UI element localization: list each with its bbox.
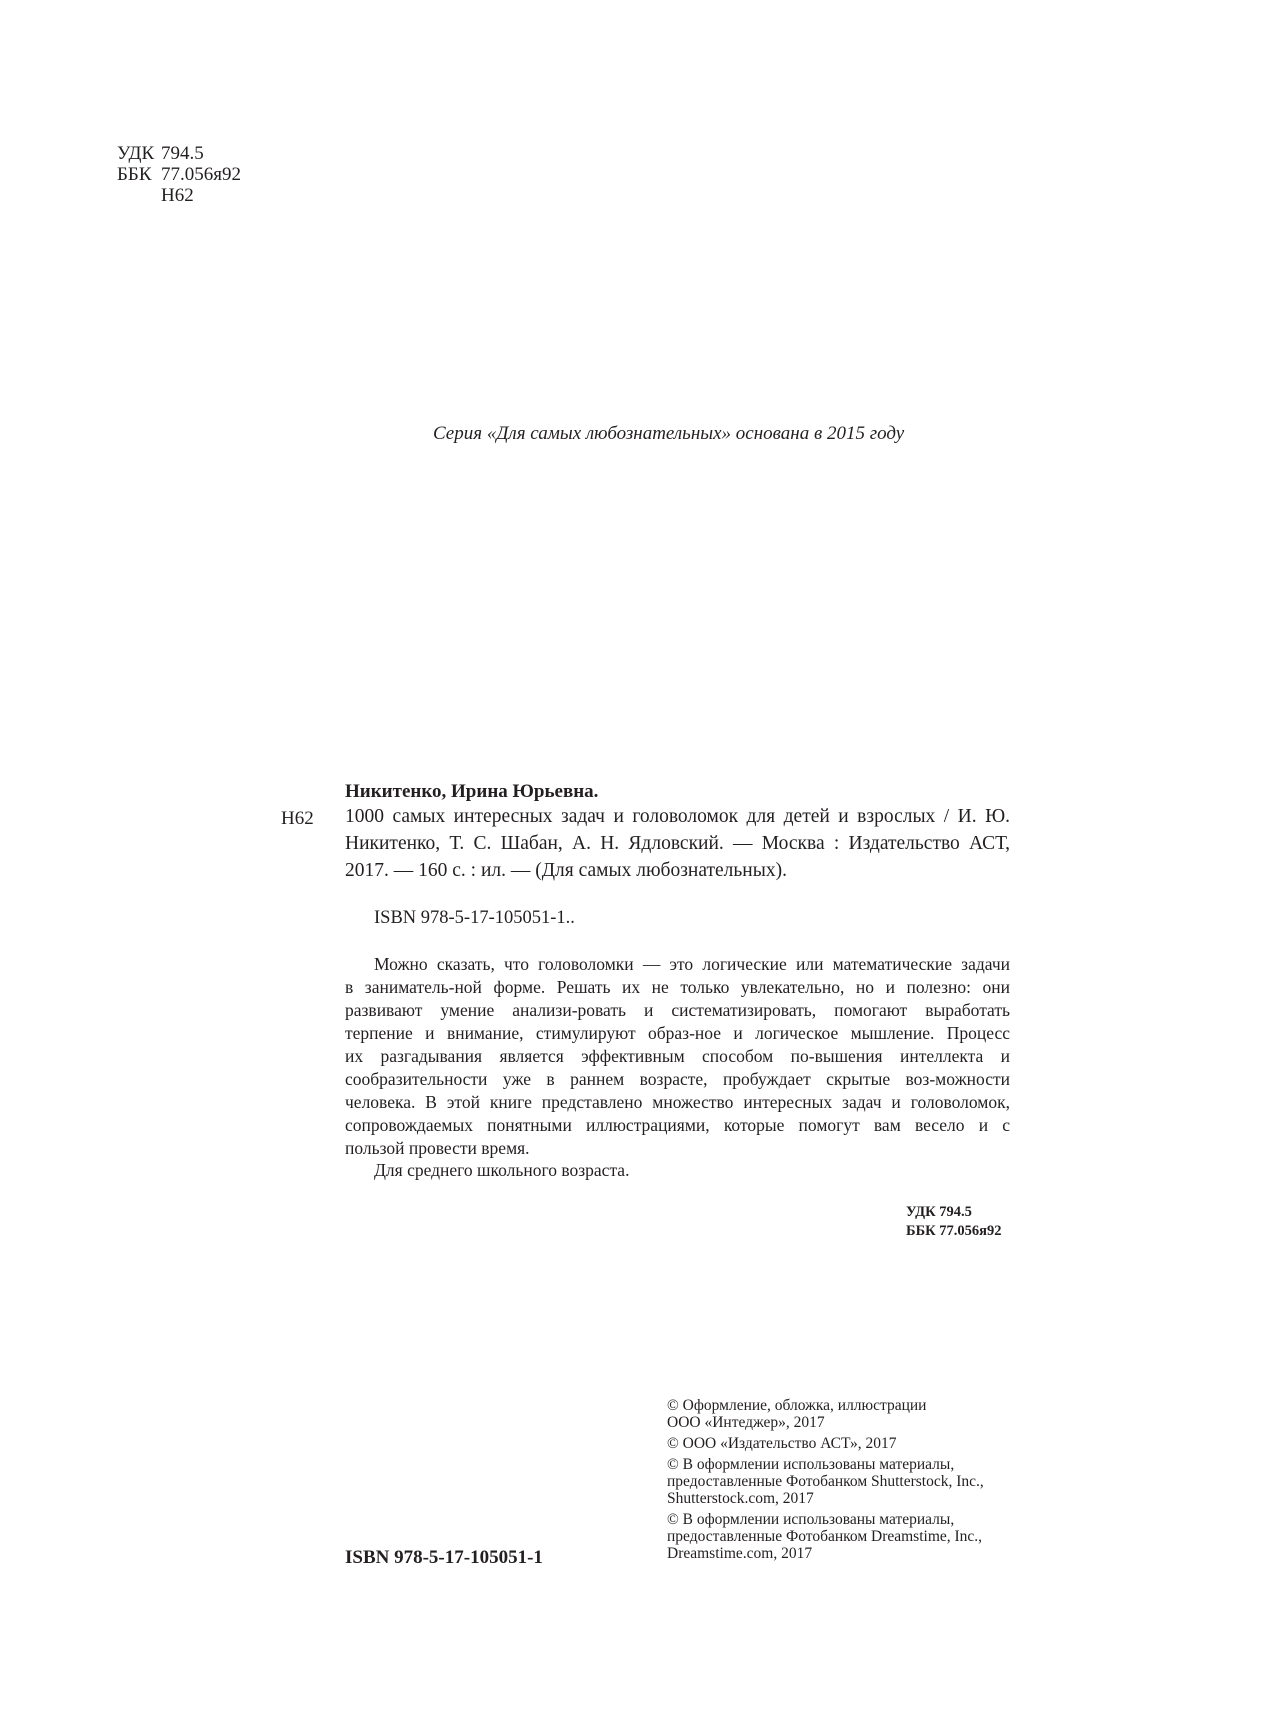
isbn-bottom: ISBN 978-5-17-105051-1 xyxy=(345,1547,543,1568)
bbk-row xyxy=(117,164,241,185)
classification-codes-top xyxy=(117,143,241,206)
classification-codes-bottom xyxy=(906,1203,1002,1241)
copyright-line: © ООО «Издательство АСТ», 2017 xyxy=(667,1435,897,1452)
copyright-line: Dreamstime.com, 2017 xyxy=(667,1545,813,1562)
copyright-block xyxy=(667,1397,984,1562)
copyright-entry xyxy=(667,1397,984,1431)
copyright-line: ООО «Интеджер», 2017 xyxy=(667,1414,825,1431)
abstract-line: сопровождаемых понятными иллюстрациями, которые помогут вам весело и с xyxy=(345,1115,1010,1135)
abstract-line: человека. В этой книге представлено множество интересных задач и головоломок, xyxy=(345,1092,1010,1112)
udk-label: УДК xyxy=(117,143,155,164)
age-note: Для среднего школьного возраста. xyxy=(374,1160,630,1180)
abstract-line: терпение и внимание, стимулируют образ-ное и логическое мышление. Процесс xyxy=(345,1023,1010,1043)
bbk-bottom: ББК 77.056я92 xyxy=(906,1223,1002,1239)
abstract-line: сообразительности уже в раннем возрасте, пробуждает скрытые воз-можности xyxy=(345,1069,1010,1089)
abstract-line: их разгадывания является эффективным способом по-вышения интеллекта и xyxy=(345,1046,1010,1066)
copyright-entry xyxy=(667,1511,984,1562)
udk-row xyxy=(117,143,241,164)
record-isbn: ISBN 978-5-17-105051-1.. xyxy=(374,908,575,928)
abstract-line: в заниматель-ной форме. Решать их не только увлекательно, но и полезно: они xyxy=(345,977,1010,997)
record-author-mark: Н62 xyxy=(281,808,314,829)
record-line: 2017. — 160 с. : ил. — (Для самых любознательных). xyxy=(345,860,787,881)
bbk-value: 77.056я92 xyxy=(161,164,241,185)
abstract-line: пользой провести время. xyxy=(345,1138,530,1158)
record-line: 1000 самых интересных задач и головоломок для детей и взрослых / И. Ю. xyxy=(345,806,1010,827)
copyright-line: © Оформление, обложка, иллюстрации xyxy=(667,1397,927,1414)
bbk-label: ББК xyxy=(117,164,152,185)
author-mark-top: Н62 xyxy=(161,185,194,206)
copyright-line: © В оформлении использованы материалы, xyxy=(667,1456,955,1473)
copyright-line: предоставленные Фотобанком Shutterstock, Inc., xyxy=(667,1473,984,1490)
copyright-line: © В оформлении использованы материалы, xyxy=(667,1511,955,1528)
series-note: Серия «Для самых любознательных» основана в 2015 году xyxy=(433,423,905,444)
record-author: Никитенко, Ирина Юрьевна. xyxy=(345,781,599,802)
udk-bottom: УДК 794.5 xyxy=(906,1204,972,1220)
udk-value: 794.5 xyxy=(161,143,204,164)
abstract-line: Можно сказать, что головоломки — это логические или математические задачи xyxy=(374,954,1010,974)
record-line: Никитенко, Т. С. Шабан, А. Н. Ядловский. — Москва : Издательство АСТ, xyxy=(345,833,1010,854)
copyright-line: предоставленные Фотобанком Dreamstime, Inc., xyxy=(667,1528,983,1545)
copyright-entry xyxy=(667,1456,984,1507)
abstract-line: развивают умение анализи-ровать и систематизировать, помогают выработать xyxy=(345,1000,1010,1020)
copyright-entry xyxy=(667,1435,984,1452)
copyright-line: Shutterstock.com, 2017 xyxy=(667,1490,814,1507)
